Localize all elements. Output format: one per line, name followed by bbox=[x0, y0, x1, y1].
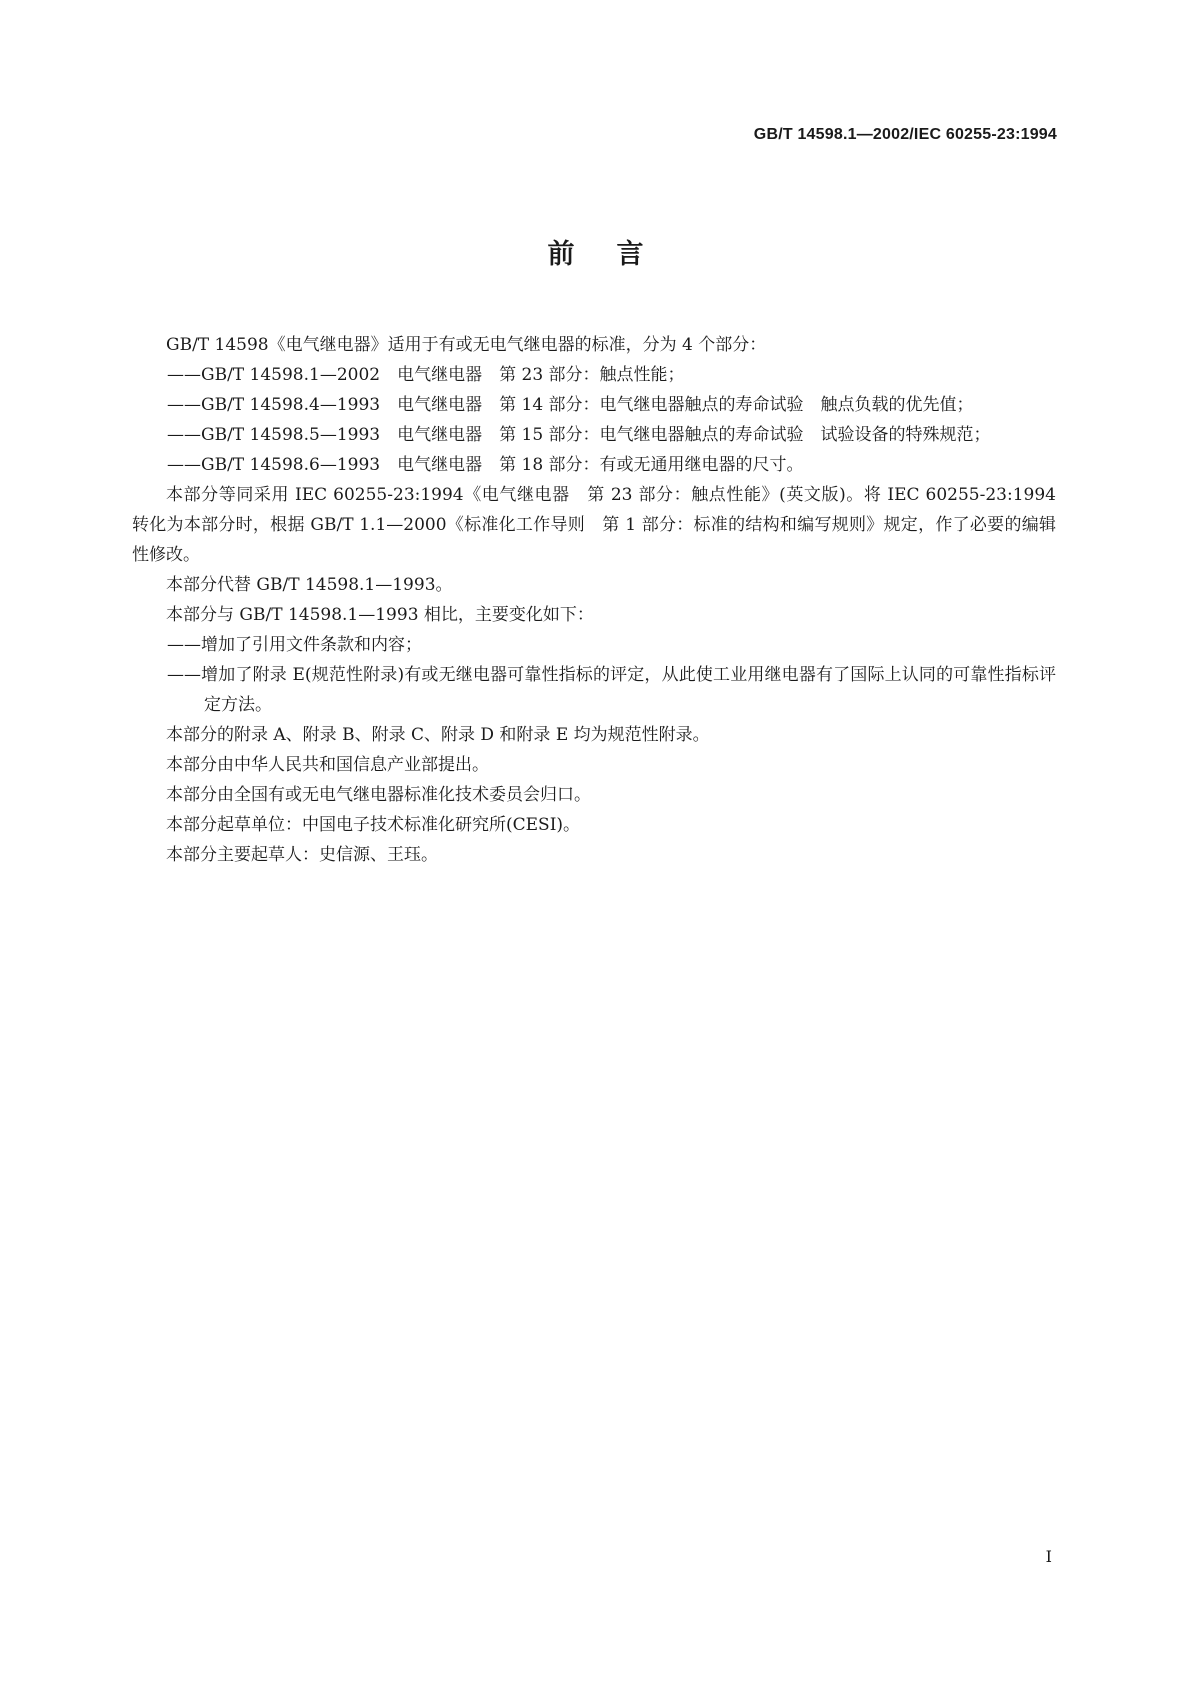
replaces-paragraph: 本部分代替 GB/T 14598.1—1993。 bbox=[166, 575, 453, 595]
changes-intro-paragraph: 本部分与 GB/T 14598.1—1993 相比，主要变化如下： bbox=[166, 605, 594, 625]
page-number: I bbox=[1045, 1547, 1052, 1566]
part-list-item: ——GB/T 14598.5—1993 电气继电器 第 15 部分：电气继电器触点的寿命试验 试验设备的特殊规范； bbox=[167, 425, 991, 445]
change-list-item: ——增加了附录 E(规范性附录)有或无继电器可靠性指标的评定，从此使工业用继电器有了国际上认同的可靠性指标评定方法。 bbox=[167, 665, 1056, 715]
adoption-paragraph: 本部分等同采用 IEC 60255-23:1994《电气继电器 第 23 部分：触点性能》(英文版)。将 IEC 60255-23:1994 转化为本部分时，根据 GB/T 1.1—2000《标准化工作导则 第 1 部分：标准的结构和编写规则》规定，作了必要的编辑性修改。 bbox=[132, 485, 1056, 565]
change-list-item: ——增加了引用文件条款和内容； bbox=[167, 635, 422, 655]
drafting-unit-paragraph: 本部分起草单位：中国电子技术标准化研究所(CESI)。 bbox=[166, 815, 581, 835]
annexes-paragraph: 本部分的附录 A、附录 B、附录 C、附录 D 和附录 E 均为规范性附录。 bbox=[166, 725, 710, 745]
managed-by-paragraph: 本部分由全国有或无电气继电器标准化技术委员会归口。 bbox=[166, 785, 591, 805]
document-body bbox=[132, 330, 1056, 870]
part-list-item: ——GB/T 14598.6—1993 电气继电器 第 18 部分：有或无通用继电器的尺寸。 bbox=[167, 455, 804, 475]
part-list-item: ——GB/T 14598.4—1993 电气继电器 第 14 部分：电气继电器触点的寿命试验 触点负载的优先值； bbox=[167, 395, 974, 415]
drafters-paragraph: 本部分主要起草人：史信源、王珏。 bbox=[166, 845, 438, 865]
part-list-item: ——GB/T 14598.1—2002 电气继电器 第 23 部分：触点性能； bbox=[167, 365, 685, 385]
standard-number-header: GB/T 14598.1—2002/IEC 60255-23:1994 bbox=[753, 126, 1057, 143]
page-title: 前言 bbox=[547, 239, 686, 270]
proposed-by-paragraph: 本部分由中华人民共和国信息产业部提出。 bbox=[166, 755, 489, 775]
intro-paragraph: GB/T 14598《电气继电器》适用于有或无电气继电器的标准，分为 4 个部分： bbox=[166, 335, 767, 355]
